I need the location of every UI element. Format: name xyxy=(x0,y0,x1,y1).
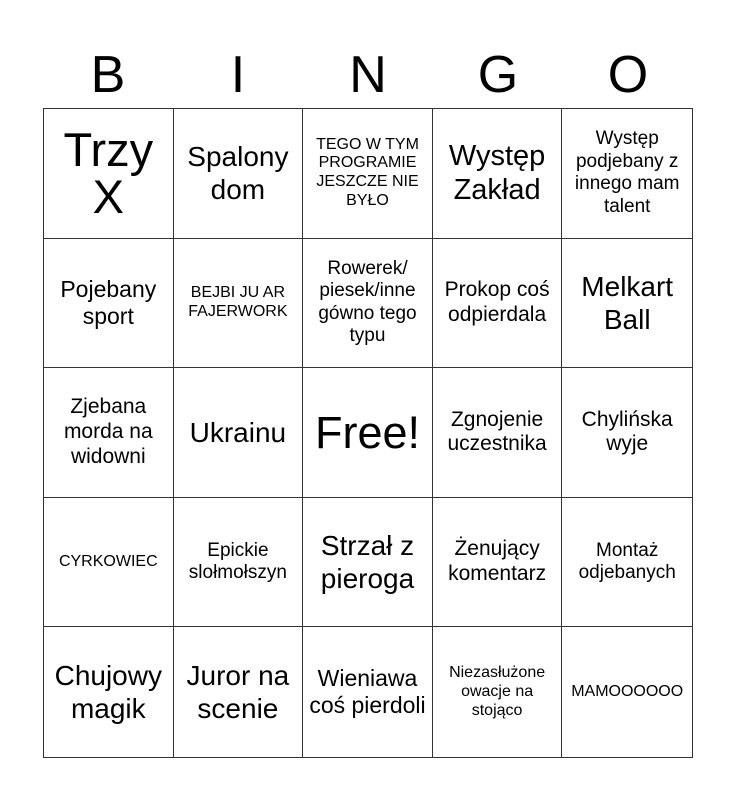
bingo-cell[interactable]: Montaż odjebanych xyxy=(562,498,692,628)
bingo-cell[interactable]: Niezasłużone owacje na stojąco xyxy=(433,627,563,757)
bingo-cell[interactable]: TEGO W TYM PROGRAMIE JESZCZE NIE BYŁO xyxy=(303,109,433,239)
bingo-cell[interactable]: Chujowy magik xyxy=(44,627,174,757)
header-letter-b: B xyxy=(90,46,126,104)
bingo-cell[interactable]: BEJBI JU AR FAJERWORK xyxy=(174,239,304,369)
header-letter-i: I xyxy=(230,46,246,104)
bingo-cell[interactable]: MAMOOOOOO xyxy=(571,682,684,700)
bingo-cell[interactable]: Trzy X xyxy=(44,109,174,239)
bingo-cell[interactable]: CYRKOWIEC xyxy=(44,498,174,628)
bingo-cell[interactable]: Ukrainu xyxy=(174,368,304,498)
header-letter-o: O xyxy=(607,46,649,104)
bingo-cell[interactable]: Melkart Ball xyxy=(562,239,692,369)
bingo-cell[interactable]: Rowerek/ piesek/inne gówno tego typu xyxy=(303,239,433,369)
bingo-cell[interactable]: Zgnojenie uczestnika xyxy=(433,368,563,498)
bingo-cell[interactable]: Występ Zakład xyxy=(433,109,563,239)
bingo-cell[interactable]: Wieniawa coś pierdoli xyxy=(303,627,433,757)
bingo-cell[interactable]: Prokop coś odpierdala xyxy=(433,239,563,369)
bingo-header xyxy=(43,42,693,108)
bingo-cell[interactable]: Chylińska wyje xyxy=(562,368,692,498)
header-letter-n: N xyxy=(349,46,387,104)
bingo-cell[interactable]: Epickie slołmołszyn xyxy=(174,498,304,628)
bingo-cell[interactable]: Występ podjebany z innego mam talent xyxy=(562,109,692,239)
header-letter-g: G xyxy=(477,46,519,104)
bingo-cell[interactable]: Strzał z pieroga xyxy=(303,498,433,628)
bingo-cell[interactable]: Zjebana morda na widowni xyxy=(44,368,174,498)
bingo-cell[interactable]: Pojebany sport xyxy=(44,239,174,369)
bingo-grid xyxy=(43,108,693,758)
free-space-cell[interactable]: Free! xyxy=(303,368,433,498)
bingo-cell[interactable]: Juror na scenie xyxy=(174,627,304,757)
bingo-cell[interactable]: Żenujący komentarz xyxy=(433,498,563,628)
bingo-cell[interactable]: Spalony dom xyxy=(174,109,304,239)
